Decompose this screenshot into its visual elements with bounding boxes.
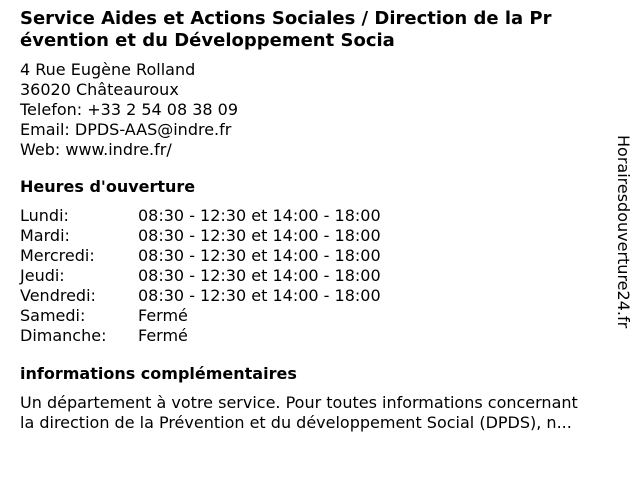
website-link[interactable]: Web: www.indre.fr/ [20, 140, 172, 159]
hours-day: Jeudi: [20, 266, 65, 285]
opening-hours-table [20, 206, 610, 346]
page-title-line-1: Service Aides et Actions Sociales / Direction de la Pr [20, 8, 552, 29]
hours-row [20, 266, 610, 286]
additional-info-line-1: Un département à votre service. Pour toutes informations concernant [20, 393, 578, 412]
hours-time: 08:30 - 12:30 et 14:00 - 18:00 [138, 286, 381, 305]
email-address[interactable]: Email: DPDS-AAS@indre.fr [20, 120, 232, 139]
hours-time: Fermé [138, 326, 188, 345]
hours-day: Samedi: [20, 306, 86, 325]
site-watermark [612, 135, 634, 345]
hours-time: Fermé [138, 306, 188, 325]
opening-hours-heading: Heures d'ouverture [20, 177, 196, 196]
hours-row [20, 246, 610, 266]
hours-row [20, 206, 610, 226]
hours-time: 08:30 - 12:30 et 14:00 - 18:00 [138, 246, 381, 265]
hours-day: Vendredi: [20, 286, 96, 305]
hours-day: Mardi: [20, 226, 70, 245]
page-title [20, 8, 610, 52]
additional-info-heading: informations complémentaires [20, 364, 297, 383]
address-city: 36020 Châteauroux [20, 80, 179, 99]
additional-info-line-2: la direction de la Prévention et du développement Social (DPDS), n... [20, 413, 572, 432]
hours-time: 08:30 - 12:30 et 14:00 - 18:00 [138, 266, 381, 285]
hours-row [20, 306, 610, 326]
hours-day: Mercredi: [20, 246, 95, 265]
hours-day: Lundi: [20, 206, 69, 225]
address-block [20, 60, 610, 160]
phone-number[interactable]: Telefon: +33 2 54 08 38 09 [20, 100, 239, 119]
page-title-line-2: évention et du Développement Socia [20, 30, 395, 51]
main-content [20, 8, 610, 433]
hours-time: 08:30 - 12:30 et 14:00 - 18:00 [138, 226, 381, 245]
hours-row [20, 226, 610, 246]
hours-time: 08:30 - 12:30 et 14:00 - 18:00 [138, 206, 381, 225]
address-street: 4 Rue Eugène Rolland [20, 60, 196, 79]
hours-row [20, 286, 610, 306]
additional-info-text [20, 393, 630, 433]
site-watermark-text: Horairesdouverture24.fr [614, 135, 633, 329]
hours-row [20, 326, 610, 346]
hours-day: Dimanche: [20, 326, 107, 345]
